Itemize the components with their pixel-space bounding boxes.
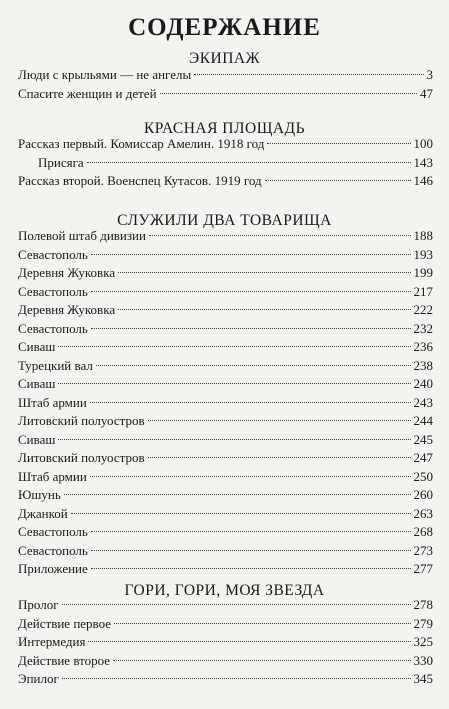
dot-leader xyxy=(71,513,411,514)
dot-leader xyxy=(91,254,411,255)
toc-entry-page-number: 47 xyxy=(420,85,433,101)
toc-entry-label: Штаб армии xyxy=(18,394,87,410)
toc-entry xyxy=(18,357,433,375)
toc-entry xyxy=(18,670,433,688)
toc-entry-label: Сиваш xyxy=(18,339,56,354)
toc-entry xyxy=(18,320,433,338)
toc-entry-label: Действие второе xyxy=(18,652,111,668)
toc-entry xyxy=(18,542,433,560)
dot-leader xyxy=(91,531,411,532)
dot-leader xyxy=(91,328,411,329)
dot-leader xyxy=(149,235,411,236)
dot-leader xyxy=(148,457,411,458)
toc-entry xyxy=(18,227,433,245)
toc-entry-page-number: 260 xyxy=(413,487,433,502)
toc-entry xyxy=(18,264,433,282)
toc-entry-label: Джанкой xyxy=(18,505,68,521)
toc-entry xyxy=(18,468,433,486)
dot-leader xyxy=(91,291,411,292)
section-heading: ГОРИ, ГОРИ, МОЯ ЗВЕЗДА xyxy=(124,582,325,599)
dot-leader xyxy=(113,660,410,661)
toc-entry-label: Деревня Жуковка xyxy=(18,302,116,317)
toc-entry-label: Турецкий вал xyxy=(18,357,93,373)
toc-entry-page-number: 199 xyxy=(413,265,433,280)
toc-entry xyxy=(18,633,433,651)
dot-leader xyxy=(87,162,411,163)
section-heading: СЛУЖИЛИ ДВА ТОВАРИЩА xyxy=(117,212,332,229)
toc-entry-label: Штаб армии xyxy=(18,468,87,484)
toc-entry-page-number: 250 xyxy=(413,468,433,484)
toc-entry-page-number: 240 xyxy=(413,376,433,391)
toc-entry-page-number: 244 xyxy=(413,413,433,428)
dot-leader xyxy=(114,623,410,624)
toc-entry-page-number: 3 xyxy=(426,67,433,82)
toc-entry-label: Литовский полуостров xyxy=(18,413,145,428)
toc-entry xyxy=(18,523,433,541)
toc-entry-label: Приложение xyxy=(18,561,88,576)
toc-entry xyxy=(18,652,433,670)
toc-entry-page-number: 278 xyxy=(413,597,433,612)
toc-entry-label: Сиваш xyxy=(18,431,56,447)
toc-entry xyxy=(18,246,433,264)
dot-leader xyxy=(58,346,410,347)
toc-entry-page-number: 277 xyxy=(413,561,433,576)
toc-entry xyxy=(18,615,433,633)
dot-leader xyxy=(194,74,423,75)
toc-entry-page-number: 279 xyxy=(413,615,433,631)
toc-entry xyxy=(18,486,433,504)
toc-entry xyxy=(18,283,433,301)
toc-entry xyxy=(38,154,433,172)
toc-entry-page-number: 100 xyxy=(413,136,433,151)
toc-entry-label: Присяга xyxy=(38,154,84,170)
toc-entry xyxy=(18,560,433,578)
dot-leader xyxy=(58,439,410,440)
toc-entry-page-number: 217 xyxy=(413,283,433,299)
dot-leader xyxy=(91,550,411,551)
toc-entry-page-number: 236 xyxy=(413,339,433,354)
toc-entry-page-number: 146 xyxy=(413,173,433,188)
toc-entry-label: Действие первое xyxy=(18,615,112,631)
toc-entry-label: Литовский полуостров xyxy=(18,450,145,465)
dot-leader xyxy=(118,309,410,310)
toc-entry xyxy=(18,505,433,523)
dot-leader xyxy=(96,365,411,366)
toc-entry-label: Сиваш xyxy=(18,376,56,391)
toc-entry xyxy=(18,449,433,467)
toc-entry-label: Интермедия xyxy=(18,634,86,649)
dot-leader xyxy=(118,272,410,273)
dot-leader xyxy=(265,180,411,181)
toc-entry-page-number: 222 xyxy=(413,302,433,317)
dot-leader xyxy=(90,476,411,477)
dot-leader xyxy=(62,604,411,605)
toc-entry-label: Полевой штаб дивизии xyxy=(18,228,146,243)
toc-entry xyxy=(18,338,433,356)
toc-entry xyxy=(18,135,433,153)
toc-entry xyxy=(18,66,433,84)
toc-entry-page-number: 263 xyxy=(413,505,433,521)
toc-entry-label: Люди с крыльями — не ангелы xyxy=(18,67,192,82)
dot-leader xyxy=(64,494,411,495)
dot-leader xyxy=(91,568,411,569)
toc-entry xyxy=(18,431,433,449)
toc-entry xyxy=(18,85,433,103)
section-heading: ЭКИПАЖ xyxy=(188,50,261,67)
toc-entry-label: Севастополь xyxy=(18,283,88,299)
toc-entry-page-number: 325 xyxy=(413,634,433,649)
toc-entry-page-number: 232 xyxy=(413,320,433,336)
toc-entry-page-number: 188 xyxy=(413,228,433,243)
dot-leader xyxy=(160,93,417,94)
toc-entry-label: Севастополь xyxy=(18,542,88,558)
toc-entry-page-number: 273 xyxy=(413,542,433,558)
toc-entry-label: Севастополь xyxy=(18,320,88,336)
toc-entry-label: Юшунь xyxy=(18,487,61,502)
toc-entry-label: Рассказ второй. Военспец Кутасов. 1919 год xyxy=(18,173,262,188)
toc-entry xyxy=(18,301,433,319)
toc-entry-page-number: 268 xyxy=(413,524,433,539)
toc-entry-label: Пролог xyxy=(18,597,59,612)
toc-entry-page-number: 245 xyxy=(413,431,433,447)
toc-entry-label: Деревня Жуковка xyxy=(18,265,116,280)
page-title: СОДЕРЖАНИЕ xyxy=(128,14,321,41)
toc-entry-label: Эпилог xyxy=(18,671,59,686)
toc-entry-page-number: 143 xyxy=(413,154,433,170)
toc-entry-label: Севастополь xyxy=(18,246,88,262)
dot-leader xyxy=(58,383,410,384)
toc-entry xyxy=(18,596,433,614)
toc-entry-page-number: 243 xyxy=(413,394,433,410)
toc-entry-page-number: 238 xyxy=(413,357,433,373)
toc-entry-page-number: 330 xyxy=(413,652,433,668)
toc-entry xyxy=(18,412,433,430)
toc-entry-label: Спасите женщин и детей xyxy=(18,85,157,101)
toc-entry-label: Рассказ первый. Комиссар Амелин. 1918 год xyxy=(18,136,265,151)
dot-leader xyxy=(90,402,411,403)
toc-entry-page-number: 345 xyxy=(413,671,433,686)
dot-leader xyxy=(62,678,411,679)
dot-leader xyxy=(148,420,411,421)
toc-entry xyxy=(18,375,433,393)
dot-leader xyxy=(267,143,410,144)
toc-entry-page-number: 247 xyxy=(413,450,433,465)
dot-leader xyxy=(88,641,410,642)
toc-entry xyxy=(18,172,433,190)
section-heading: КРАСНАЯ ПЛОЩАДЬ xyxy=(143,120,306,137)
toc-entry-label: Севастополь xyxy=(18,524,88,539)
toc-entry-page-number: 193 xyxy=(413,246,433,262)
toc-entry xyxy=(18,394,433,412)
